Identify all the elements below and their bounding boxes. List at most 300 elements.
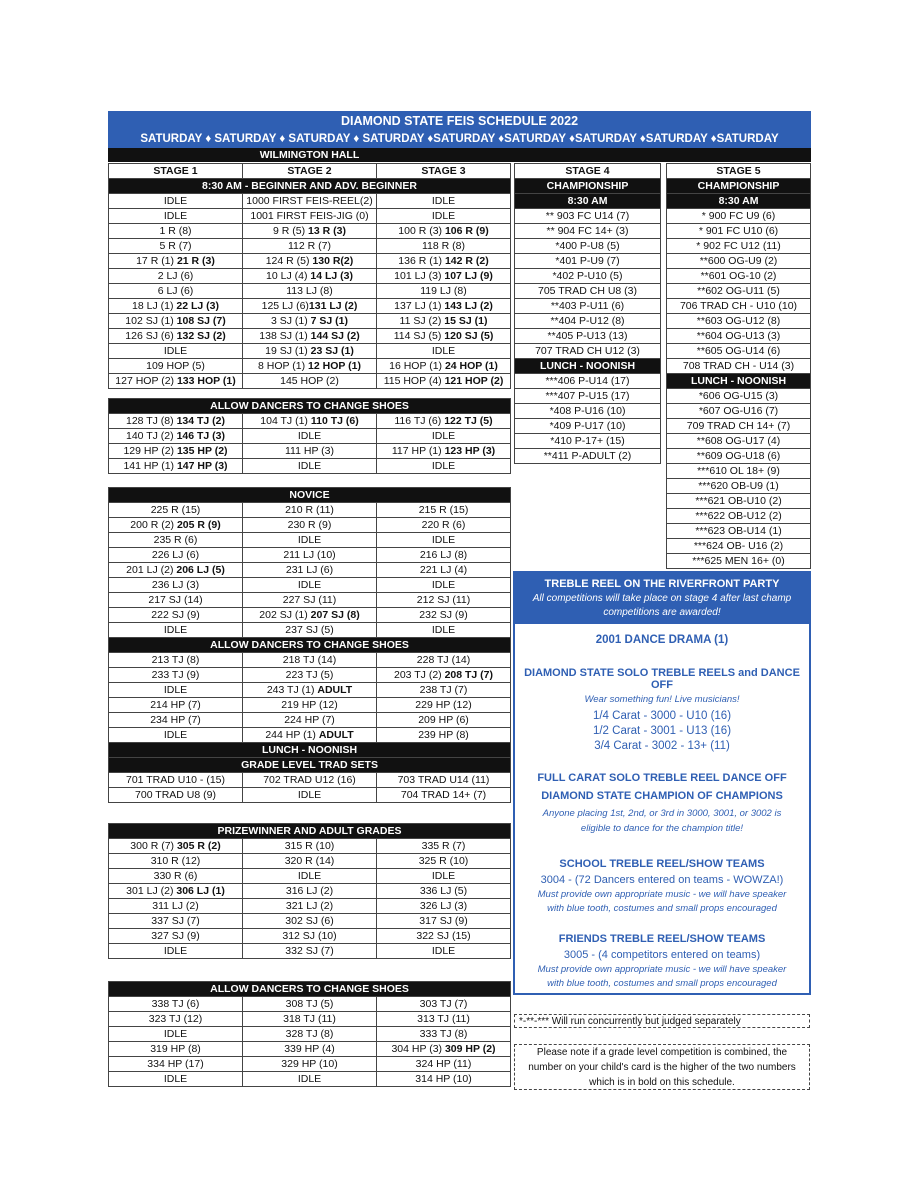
combined-competition-number: 133 HOP (1) bbox=[176, 375, 236, 387]
competition-entry: IDLE bbox=[163, 945, 188, 957]
table-row bbox=[109, 713, 511, 728]
championship-entry: *607 OG-U16 (7) bbox=[667, 404, 811, 419]
competition-entry: 231 LJ (6) bbox=[285, 564, 334, 576]
schedule-cell bbox=[377, 533, 511, 548]
competition-entry: 303 TJ (7) bbox=[419, 998, 468, 1010]
friends-teams-note: Must provide own appropriate music - we will have speaker with blue tooth, costumes and small props encouraged bbox=[537, 964, 787, 989]
schedule-title: DIAMOND STATE FEIS SCHEDULE 2022 bbox=[108, 111, 811, 131]
stage-header-table bbox=[108, 163, 511, 179]
competition-entry: 337 SJ (7) bbox=[151, 915, 200, 927]
championship-entry: *402 P-U10 (5) bbox=[515, 269, 661, 284]
schedule-cell bbox=[377, 1012, 511, 1027]
lunch-header: LUNCH - NOONISH bbox=[667, 374, 811, 389]
competition-entry: IDLE bbox=[431, 624, 456, 636]
schedule-cell bbox=[243, 224, 377, 239]
competition-entry: 17 R (1) bbox=[136, 255, 177, 267]
schedule-cell bbox=[109, 869, 243, 884]
competition-entry: 333 TJ (8) bbox=[419, 1028, 468, 1040]
table-row bbox=[109, 884, 511, 899]
competition-entry: 3 SJ (1) bbox=[270, 315, 311, 327]
schedule-cell bbox=[243, 929, 377, 944]
combined-competition-number: 121 HOP (2) bbox=[444, 375, 504, 387]
schedule-cell bbox=[109, 578, 243, 593]
table-row bbox=[109, 239, 511, 254]
competition-entry: 128 TJ (8) bbox=[125, 415, 177, 427]
schedule-cell bbox=[377, 344, 511, 359]
championship-entry: **411 P-ADULT (2) bbox=[515, 449, 661, 464]
competition-entry: IDLE bbox=[431, 870, 456, 882]
schedule-cell bbox=[243, 653, 377, 668]
championship-entry: 709 TRAD CH 14+ (7) bbox=[667, 419, 811, 434]
competition-entry: 335 R (7) bbox=[421, 840, 466, 852]
schedule-cell bbox=[377, 773, 511, 788]
schedule-cell bbox=[243, 683, 377, 698]
table-row bbox=[109, 503, 511, 518]
schedule-cell bbox=[109, 623, 243, 638]
competition-entry: 225 R (15) bbox=[150, 504, 201, 516]
competition-entry: 138 SJ (1) bbox=[259, 330, 311, 342]
schedule-cell bbox=[109, 929, 243, 944]
competition-entry: 145 HOP (2) bbox=[280, 375, 339, 387]
competition-entry: 213 TJ (8) bbox=[151, 654, 200, 666]
solo-item-3: 3/4 Carat - 3002 - 13+ (11) bbox=[594, 740, 730, 752]
competition-entry: 237 SJ (5) bbox=[285, 624, 334, 636]
competition-entry: 236 LJ (3) bbox=[151, 579, 200, 591]
table-row bbox=[109, 1057, 511, 1072]
table-row bbox=[109, 593, 511, 608]
school-teams-line: 3004 - (72 Dancers entered on teams - WOWZA!) bbox=[540, 874, 784, 886]
schedule-cell bbox=[377, 194, 511, 209]
championship-entry: ** 904 FC 14+ (3) bbox=[515, 224, 661, 239]
competition-entry: 10 LJ (4) bbox=[266, 270, 311, 282]
competition-entry: 216 LJ (8) bbox=[419, 549, 468, 561]
competition-entry: 229 HP (12) bbox=[415, 699, 472, 711]
combined-competition-number: 123 HP (3) bbox=[444, 445, 496, 457]
schedule-cell bbox=[377, 329, 511, 344]
hall-label: WILMINGTON HALL bbox=[259, 149, 360, 161]
schedule-cell bbox=[109, 224, 243, 239]
schedule-cell bbox=[109, 444, 243, 459]
table-row bbox=[109, 869, 511, 884]
schedule-cell bbox=[377, 444, 511, 459]
stage-3-header: STAGE 3 bbox=[377, 164, 511, 179]
schedule-cell bbox=[243, 429, 377, 444]
schedule-cell bbox=[243, 548, 377, 563]
schedule-cell bbox=[377, 1027, 511, 1042]
competition-entry: 235 R (6) bbox=[153, 534, 198, 546]
combined-competition-number: 309 HP (2) bbox=[444, 1043, 496, 1055]
competition-entry: 319 HP (8) bbox=[150, 1043, 201, 1055]
competition-entry: 339 HP (4) bbox=[284, 1043, 335, 1055]
schedule-cell bbox=[243, 284, 377, 299]
table-row bbox=[109, 929, 511, 944]
school-teams-title: SCHOOL TREBLE REEL/SHOW TEAMS bbox=[559, 858, 765, 870]
competition-entry: 301 LJ (2) bbox=[126, 885, 177, 897]
schedule-cell bbox=[243, 1012, 377, 1027]
schedule-cell bbox=[377, 269, 511, 284]
competition-entry: 300 R (7) bbox=[130, 840, 177, 852]
table-row bbox=[109, 518, 511, 533]
championship-entry: ***610 OL 18+ (9) bbox=[667, 464, 811, 479]
schedule-cell bbox=[377, 653, 511, 668]
combined-competition-number: 144 SJ (2) bbox=[310, 330, 360, 342]
schedule-cell bbox=[377, 578, 511, 593]
combined-competition-number: 205 R (9) bbox=[176, 519, 221, 531]
competition-entry: 338 TJ (6) bbox=[151, 998, 200, 1010]
schedule-cell bbox=[109, 668, 243, 683]
competition-entry: 325 R (10) bbox=[418, 855, 469, 867]
competition-entry: IDLE bbox=[297, 579, 322, 591]
schedule-cell bbox=[377, 1042, 511, 1057]
competition-entry: 327 SJ (9) bbox=[151, 930, 200, 942]
schedule-cell bbox=[109, 944, 243, 959]
championship-entry: 708 TRAD CH - U14 (3) bbox=[667, 359, 811, 374]
schedule-cell bbox=[109, 414, 243, 429]
competition-entry: 6 LJ (6) bbox=[157, 285, 194, 297]
table-row bbox=[109, 254, 511, 269]
table-row bbox=[109, 623, 511, 638]
table-row bbox=[109, 209, 511, 224]
schedule-cell bbox=[243, 593, 377, 608]
schedule-cell bbox=[243, 254, 377, 269]
schedule-cell bbox=[377, 239, 511, 254]
competition-entry: IDLE bbox=[297, 789, 322, 801]
combined-competition-number: 207 SJ (8) bbox=[310, 609, 360, 621]
schedule-cell bbox=[243, 578, 377, 593]
competition-entry: IDLE bbox=[431, 534, 456, 546]
championship-entry: *606 OG-U15 (3) bbox=[667, 389, 811, 404]
section-header: PRIZEWINNER AND ADULT GRADES bbox=[109, 824, 511, 839]
table-row bbox=[109, 194, 511, 209]
competition-entry: 700 TRAD U8 (9) bbox=[135, 789, 216, 801]
table-row bbox=[109, 899, 511, 914]
competition-entry: 114 SJ (5) bbox=[393, 330, 445, 342]
competition-entry: 315 R (10) bbox=[284, 840, 335, 852]
table-row bbox=[109, 414, 511, 429]
table-row bbox=[109, 374, 511, 389]
schedule-cell bbox=[109, 209, 243, 224]
competition-entry: IDLE bbox=[431, 430, 456, 442]
friends-teams-line: 3005 - (4 competitors entered on teams) bbox=[563, 949, 761, 961]
table-row bbox=[109, 668, 511, 683]
combined-competition-number: 131 LJ (2) bbox=[308, 300, 358, 312]
stage-1-header: STAGE 1 bbox=[109, 164, 243, 179]
competition-entry: 112 R (7) bbox=[288, 240, 331, 252]
schedule-cell bbox=[377, 869, 511, 884]
combined-competition-number: 142 R (2) bbox=[444, 255, 489, 267]
competition-entry: 321 LJ (2) bbox=[285, 900, 334, 912]
competition-entry: 101 LJ (3) bbox=[394, 270, 445, 282]
championship-entry: **404 P-U12 (8) bbox=[515, 314, 661, 329]
combined-competition-number: 120 SJ (5) bbox=[444, 330, 494, 342]
competition-entry: 1 R (8) bbox=[159, 225, 192, 237]
schedule-cell bbox=[109, 314, 243, 329]
championship-entry: * 901 FC U10 (6) bbox=[667, 224, 811, 239]
competition-entry: 117 HP (1) bbox=[391, 445, 445, 457]
competition-entry: IDLE bbox=[431, 945, 456, 957]
combined-competition-number: 21 R (3) bbox=[176, 255, 215, 267]
table-row bbox=[109, 563, 511, 578]
schedule-cell bbox=[243, 608, 377, 623]
schedule-cell bbox=[377, 713, 511, 728]
competition-entry: 232 SJ (9) bbox=[419, 609, 468, 621]
schedule-cell bbox=[109, 728, 243, 743]
schedule-cell bbox=[377, 1057, 511, 1072]
schedule-cell bbox=[109, 839, 243, 854]
competition-entry: 201 LJ (2) bbox=[126, 564, 177, 576]
full-carat-note: Anyone placing 1st, 2nd, or 3rd in 3000, 3001, or 3002 is eligible to dance for the champion title! bbox=[542, 808, 782, 834]
table-row bbox=[109, 444, 511, 459]
competition-entry: 214 HP (7) bbox=[150, 699, 201, 711]
schedule-cell bbox=[377, 548, 511, 563]
competition-entry: 703 TRAD U14 (11) bbox=[397, 774, 490, 786]
competition-entry: 227 SJ (11) bbox=[282, 594, 337, 606]
competition-entry: 129 HP (2) bbox=[123, 445, 177, 457]
competition-entry: 127 HOP (2) bbox=[115, 375, 177, 387]
table-row bbox=[109, 548, 511, 563]
table-row bbox=[109, 1072, 511, 1087]
schedule-cell bbox=[243, 623, 377, 638]
schedule-cell bbox=[109, 593, 243, 608]
combined-competition-number: 15 SJ (1) bbox=[444, 315, 488, 327]
competition-entry: 124 R (5) bbox=[265, 255, 313, 267]
schedule-cell bbox=[243, 503, 377, 518]
schedule-cell bbox=[243, 713, 377, 728]
championship-entry: **604 OG-U13 (3) bbox=[667, 329, 811, 344]
schedule-cell bbox=[377, 459, 511, 474]
schedule-cell bbox=[377, 518, 511, 533]
championship-entry: ***620 OB-U9 (1) bbox=[667, 479, 811, 494]
combined-competition-number: 208 TJ (7) bbox=[444, 669, 494, 681]
competition-entry: 140 TJ (2) bbox=[125, 430, 177, 442]
solo-item-1: 1/4 Carat - 3000 - U10 (16) bbox=[592, 710, 732, 722]
schedule-cell bbox=[243, 533, 377, 548]
schedule-cell bbox=[243, 314, 377, 329]
competition-entry: 102 SJ (1) bbox=[125, 315, 177, 327]
championship-entry: **403 P-U11 (6) bbox=[515, 299, 661, 314]
competition-entry: 328 TJ (8) bbox=[285, 1028, 334, 1040]
combined-competition-number: 132 SJ (2) bbox=[176, 330, 226, 342]
schedule-cell bbox=[377, 668, 511, 683]
competition-entry: 223 TJ (5) bbox=[285, 669, 334, 681]
combined-competition-number: 134 TJ (2) bbox=[176, 415, 226, 427]
schedule-cell bbox=[377, 224, 511, 239]
schedule-cell bbox=[109, 518, 243, 533]
combined-competition-number: 147 HP (3) bbox=[176, 460, 228, 472]
stage-4-time: 8:30 AM bbox=[515, 194, 661, 209]
day-banner: SATURDAY ♦ SATURDAY ♦ SATURDAY ♦ SATURDAY ♦SATURDAY ♦SATURDAY ♦SATURDAY ♦SATURDAY ♦SATURDAY bbox=[108, 131, 811, 148]
championship-entry: **603 OG-U12 (8) bbox=[667, 314, 811, 329]
table-row bbox=[109, 1012, 511, 1027]
competition-entry: 317 SJ (9) bbox=[419, 915, 468, 927]
competition-entry: 212 SJ (11) bbox=[416, 594, 471, 606]
competition-entry: 210 R (11) bbox=[285, 504, 334, 516]
competition-entry: 316 LJ (2) bbox=[285, 885, 334, 897]
schedule-cell bbox=[377, 359, 511, 374]
competition-entry: 109 HOP (5) bbox=[146, 360, 205, 372]
competition-entry: 209 HP (6) bbox=[418, 714, 469, 726]
schedule-cell bbox=[243, 194, 377, 209]
schedule-cell bbox=[109, 1012, 243, 1027]
lunch-header: LUNCH - NOONISH bbox=[515, 359, 661, 374]
schedule-cell bbox=[377, 209, 511, 224]
combined-competition-number: 106 R (9) bbox=[444, 225, 489, 237]
competition-entry: 326 LJ (3) bbox=[419, 900, 468, 912]
competition-entry: IDLE bbox=[297, 1073, 322, 1085]
treble-header bbox=[515, 573, 809, 624]
solo-title: DIAMOND STATE SOLO TREBLE REELS and DANCE OFF bbox=[524, 667, 800, 691]
competition-entry: IDLE bbox=[163, 210, 188, 222]
prizewinner-schedule-table bbox=[108, 823, 511, 959]
schedule-cell bbox=[243, 414, 377, 429]
table-row bbox=[109, 728, 511, 743]
table-row bbox=[109, 773, 511, 788]
schedule-cell bbox=[243, 773, 377, 788]
competition-entry: 215 R (15) bbox=[418, 504, 469, 516]
schedule-cell bbox=[377, 374, 511, 389]
schedule-cell bbox=[243, 698, 377, 713]
table-row bbox=[109, 314, 511, 329]
competition-entry: 318 TJ (11) bbox=[283, 1013, 336, 1025]
schedule-cell bbox=[109, 344, 243, 359]
table-row bbox=[109, 698, 511, 713]
competition-entry: IDLE bbox=[431, 210, 456, 222]
stage-4-header: STAGE 4 bbox=[515, 164, 661, 179]
championship-entry: *409 P-U17 (10) bbox=[515, 419, 661, 434]
stage-4-championship: CHAMPIONSHIP bbox=[515, 179, 661, 194]
treble-title: TREBLE REEL ON THE RIVERFRONT PARTY bbox=[544, 578, 780, 590]
schedule-cell bbox=[109, 284, 243, 299]
schedule-cell bbox=[243, 359, 377, 374]
schedule-cell bbox=[243, 884, 377, 899]
schedule-cell bbox=[377, 698, 511, 713]
championship-entry: *401 P-U9 (7) bbox=[515, 254, 661, 269]
combined-competition-number: 206 LJ (5) bbox=[176, 564, 225, 576]
schedule-cell bbox=[377, 429, 511, 444]
schedule-cell bbox=[109, 459, 243, 474]
section-header: 8:30 AM - BEGINNER AND ADV. BEGINNER bbox=[109, 179, 511, 194]
schedule-cell bbox=[243, 374, 377, 389]
schedule-cell bbox=[109, 269, 243, 284]
table-row bbox=[109, 533, 511, 548]
schedule-cell bbox=[377, 683, 511, 698]
competition-entry: 322 SJ (15) bbox=[416, 930, 471, 942]
schedule-cell bbox=[377, 944, 511, 959]
schedule-cell bbox=[377, 414, 511, 429]
table-row bbox=[109, 788, 511, 803]
schedule-cell bbox=[109, 254, 243, 269]
competition-entry: IDLE bbox=[297, 430, 322, 442]
schedule-cell bbox=[243, 1072, 377, 1087]
combined-competition-number: 143 LJ (2) bbox=[444, 300, 493, 312]
championship-entry: ***406 P-U14 (17) bbox=[515, 374, 661, 389]
stage-5-championship: CHAMPIONSHIP bbox=[667, 179, 811, 194]
competition-entry: IDLE bbox=[163, 684, 188, 696]
concurrent-note: *-**-*** Will run concurrently but judged separately bbox=[514, 1014, 810, 1028]
schedule-cell bbox=[109, 1057, 243, 1072]
competition-entry: 1001 FIRST FEIS-JIG (0) bbox=[250, 210, 369, 222]
section-header: ALLOW DANCERS TO CHANGE SHOES bbox=[109, 982, 511, 997]
table-row bbox=[109, 944, 511, 959]
schedule-cell bbox=[109, 563, 243, 578]
competition-entry: 310 R (12) bbox=[150, 855, 201, 867]
table-row bbox=[109, 359, 511, 374]
competition-entry: 220 R (6) bbox=[421, 519, 466, 531]
competition-entry: IDLE bbox=[431, 345, 456, 357]
table-row bbox=[109, 608, 511, 623]
competition-entry: 313 TJ (11) bbox=[417, 1013, 470, 1025]
competition-entry: 324 HP (11) bbox=[415, 1058, 472, 1070]
schedule-cell bbox=[377, 623, 511, 638]
schedule-cell bbox=[377, 593, 511, 608]
combined-competition-number: ADULT bbox=[317, 684, 353, 696]
stage-2-header: STAGE 2 bbox=[243, 164, 377, 179]
schedule-cell bbox=[377, 854, 511, 869]
competition-entry: IDLE bbox=[163, 624, 188, 636]
competition-entry: 230 R (9) bbox=[287, 519, 332, 531]
stage-5-header: STAGE 5 bbox=[667, 164, 811, 179]
combined-competition-number: 23 SJ (1) bbox=[310, 345, 354, 357]
table-row bbox=[109, 429, 511, 444]
competition-entry: 304 HP (3) bbox=[391, 1043, 445, 1055]
combined-competition-number: 14 LJ (3) bbox=[310, 270, 353, 282]
competition-entry: 244 HP (1) bbox=[265, 729, 319, 741]
championship-entry: ***407 P-U15 (17) bbox=[515, 389, 661, 404]
combined-competition-number: 108 SJ (7) bbox=[176, 315, 226, 327]
table-row bbox=[109, 839, 511, 854]
competition-entry: 19 SJ (1) bbox=[265, 345, 311, 357]
schedule-cell bbox=[243, 269, 377, 284]
schedule-cell bbox=[243, 728, 377, 743]
schedule-cell bbox=[243, 563, 377, 578]
competition-entry: 226 LJ (6) bbox=[151, 549, 200, 561]
school-teams-note: Must provide own appropriate music - we will have speaker with blue tooth, costumes and small props encouraged bbox=[537, 889, 787, 914]
competition-entry: 308 TJ (5) bbox=[285, 998, 334, 1010]
schedule-cell bbox=[377, 299, 511, 314]
schedule-cell bbox=[377, 997, 511, 1012]
full-carat-title: FULL CARAT SOLO TREBLE REEL DANCE OFF bbox=[537, 772, 787, 784]
schedule-cell bbox=[377, 314, 511, 329]
schedule-cell bbox=[243, 344, 377, 359]
schedule-cell bbox=[243, 1057, 377, 1072]
combined-competition-number: 146 TJ (3) bbox=[176, 430, 226, 442]
competition-entry: IDLE bbox=[431, 579, 456, 591]
competition-entry: 704 TRAD 14+ (7) bbox=[400, 789, 487, 801]
championship-entry: 706 TRAD CH - U10 (10) bbox=[667, 299, 811, 314]
schedule-cell bbox=[377, 899, 511, 914]
schedule-cell bbox=[243, 239, 377, 254]
competition-entry: 9 R (5) bbox=[273, 225, 309, 237]
competition-entry: 211 LJ (10) bbox=[283, 549, 336, 561]
treble-reel-box bbox=[513, 571, 811, 995]
competition-entry: 332 SJ (7) bbox=[285, 945, 334, 957]
table-row bbox=[109, 1042, 511, 1057]
championship-entry: ***624 OB- U16 (2) bbox=[667, 539, 811, 554]
championship-entry: **600 OG-U9 (2) bbox=[667, 254, 811, 269]
schedule-cell bbox=[109, 503, 243, 518]
prizewinner-shoes-table bbox=[108, 981, 511, 1087]
schedule-cell bbox=[243, 329, 377, 344]
solo-item-2: 1/2 Carat - 3001 - U13 (16) bbox=[592, 725, 732, 737]
competition-entry: 217 SJ (14) bbox=[148, 594, 203, 606]
schedule-cell bbox=[243, 788, 377, 803]
competition-entry: 239 HP (8) bbox=[418, 729, 469, 741]
schedule-cell bbox=[243, 444, 377, 459]
schedule-cell bbox=[109, 773, 243, 788]
schedule-cell bbox=[109, 1072, 243, 1087]
competition-entry: 18 LJ (1) bbox=[132, 300, 177, 312]
competition-entry: 323 TJ (12) bbox=[148, 1013, 203, 1025]
